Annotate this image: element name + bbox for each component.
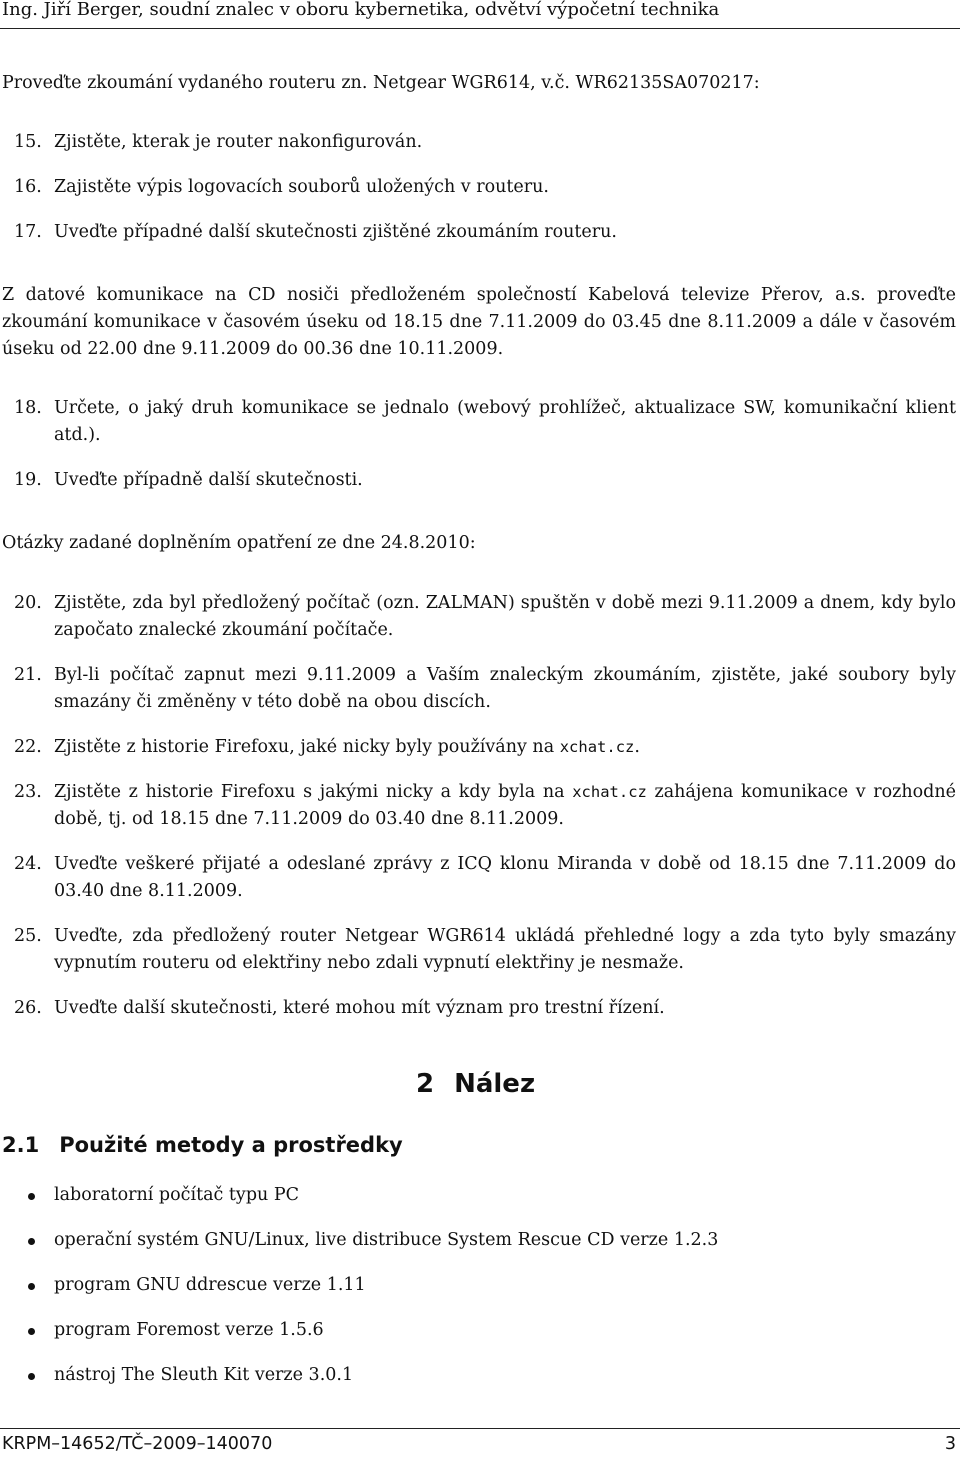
item-number: 21. [14,665,42,685]
bullet-text: nástroj The Sleuth Kit verze 3.0.1 [54,1365,354,1385]
item-text-before: Zjistěte z historie Firefoxu, jaké nicky byly používány na [54,737,560,757]
list-item [14,590,956,644]
item-text: Uveďte veškeré přijaté a odeslané zprávy z ICQ klonu Miranda v době od 18.15 dne 7.11.2009 do 03.40 dne 8.11.2009. [54,854,956,901]
item-number: 22. [14,737,42,757]
subsection-title-text: Použité metody a prostředky [59,1133,403,1157]
bullet-icon [28,1328,35,1335]
item-number: 17. [14,222,42,242]
item-text: Zjistěte, kterak je router nakonfigurován. [54,132,423,152]
list-item [14,995,956,1022]
code-xchat: xchat.cz [572,783,647,801]
intro-supplement: Otázky zadané doplněním opatření ze dne 24.8.2010: [2,533,476,553]
intro-communication: Z datové komunikace na CD nosiči předloženém společností Kabelová televize Přerov, a.s. proveďte zkoumání komunikace v časovém úseku od 18.15 dne 7.11.2009 do 03.45 dne 8.11.2009 a dále v časovém úseku od 22.00 dne 9.11.2009 do 00.36 dne 10.11.2009. [2,285,956,359]
bullet-icon [28,1193,35,1200]
item-text [54,779,956,833]
item-number: 19. [14,470,42,490]
item-text-after: zahájena komunikace v rozhodné době, tj. od 18.15 dne 7.11.2009 do 03.40 dne 8.11.2009. [54,782,956,829]
item-text: Uveďte, zda předložený router Netgear WGR614 ukládá přehledné logy a zda tyto byly smazány vypnutím routeru od elektřiny nebo zdali vypnutí elektřiny je nesmaže. [54,926,956,973]
subsection-number: 2.1 [2,1133,40,1157]
item-number: 25. [14,926,42,946]
footer-reference: KRPM–14652/TČ–2009–140070 [2,1434,273,1454]
page-number: 3 [944,1434,956,1454]
list-item [14,923,956,977]
subsection-heading [2,1131,403,1159]
list-item [14,129,956,156]
item-number: 24. [14,854,42,874]
section-title-text: Nález [454,1069,536,1099]
list-item [14,395,956,449]
footer-divider [0,1428,960,1429]
bullet-text: program GNU ddrescue verze 1.11 [54,1275,366,1295]
running-header [0,0,960,29]
item-number: 20. [14,593,42,613]
bullet-icon [28,1238,35,1245]
bullet-text: operační systém GNU/Linux, live distribuce System Rescue CD verze 1.2.3 [54,1230,719,1250]
item-text: Uveďte případně další skutečnosti. [54,470,363,490]
item-number: 18. [14,398,42,418]
item-text: Zajistěte výpis logovacích souborů uložených v routeru. [54,177,549,197]
item-text: Uveďte další skutečnosti, které mohou mít význam pro trestní řízení. [54,998,665,1018]
intro-router: Proveďte zkoumání vydaného routeru zn. Netgear WGR614, v.č. WR62135SA070217: [2,73,760,93]
section-number: 2 [416,1069,435,1099]
running-title: Ing. Jiří Berger, soudní znalec v oboru kybernetika, odvětví výpočetní technika [2,0,720,20]
item-text: Určete, o jaký druh komunikace se jednalo (webový prohlížeč, aktualizace SW, komunikační klient atd.). [54,398,956,445]
list-item [14,662,956,716]
bullet-text: laboratorní počítač typu PC [54,1185,300,1205]
item-text: Uveďte případné další skutečnosti zjištěné zkoumáním routeru. [54,222,617,242]
list-item [14,467,956,494]
item-number: 23. [14,782,42,802]
item-text-before: Zjistěte z historie Firefoxu s jakými nicky a kdy byla na [54,782,573,802]
section-heading [416,1068,535,1100]
list-item [14,219,956,246]
item-number: 26. [14,998,42,1018]
list-item [14,174,956,201]
bullet-text: program Foremost verze 1.5.6 [54,1320,324,1340]
code-xchat: xchat.cz [559,738,635,756]
bullet-icon [28,1283,35,1290]
item-text [54,734,956,761]
item-text: Byl-li počítač zapnut mezi 9.11.2009 a Vaším znaleckým zkoumáním, zjistěte, jaké soubory byly smazány či změněny v této době na obou discích. [54,665,956,712]
item-number: 16. [14,177,42,197]
item-text-after: . [634,737,640,757]
list-item [14,851,956,905]
item-text: Zjistěte, zda byl předložený počítač (ozn. ZALMAN) spuštěn v době mezi 9.11.2009 a dnem, kdy bylo započato znalecké zkoumání počítače. [54,593,956,640]
list-item [14,734,956,761]
list-item [14,779,956,833]
item-number: 15. [14,132,42,152]
bullet-icon [28,1373,35,1380]
